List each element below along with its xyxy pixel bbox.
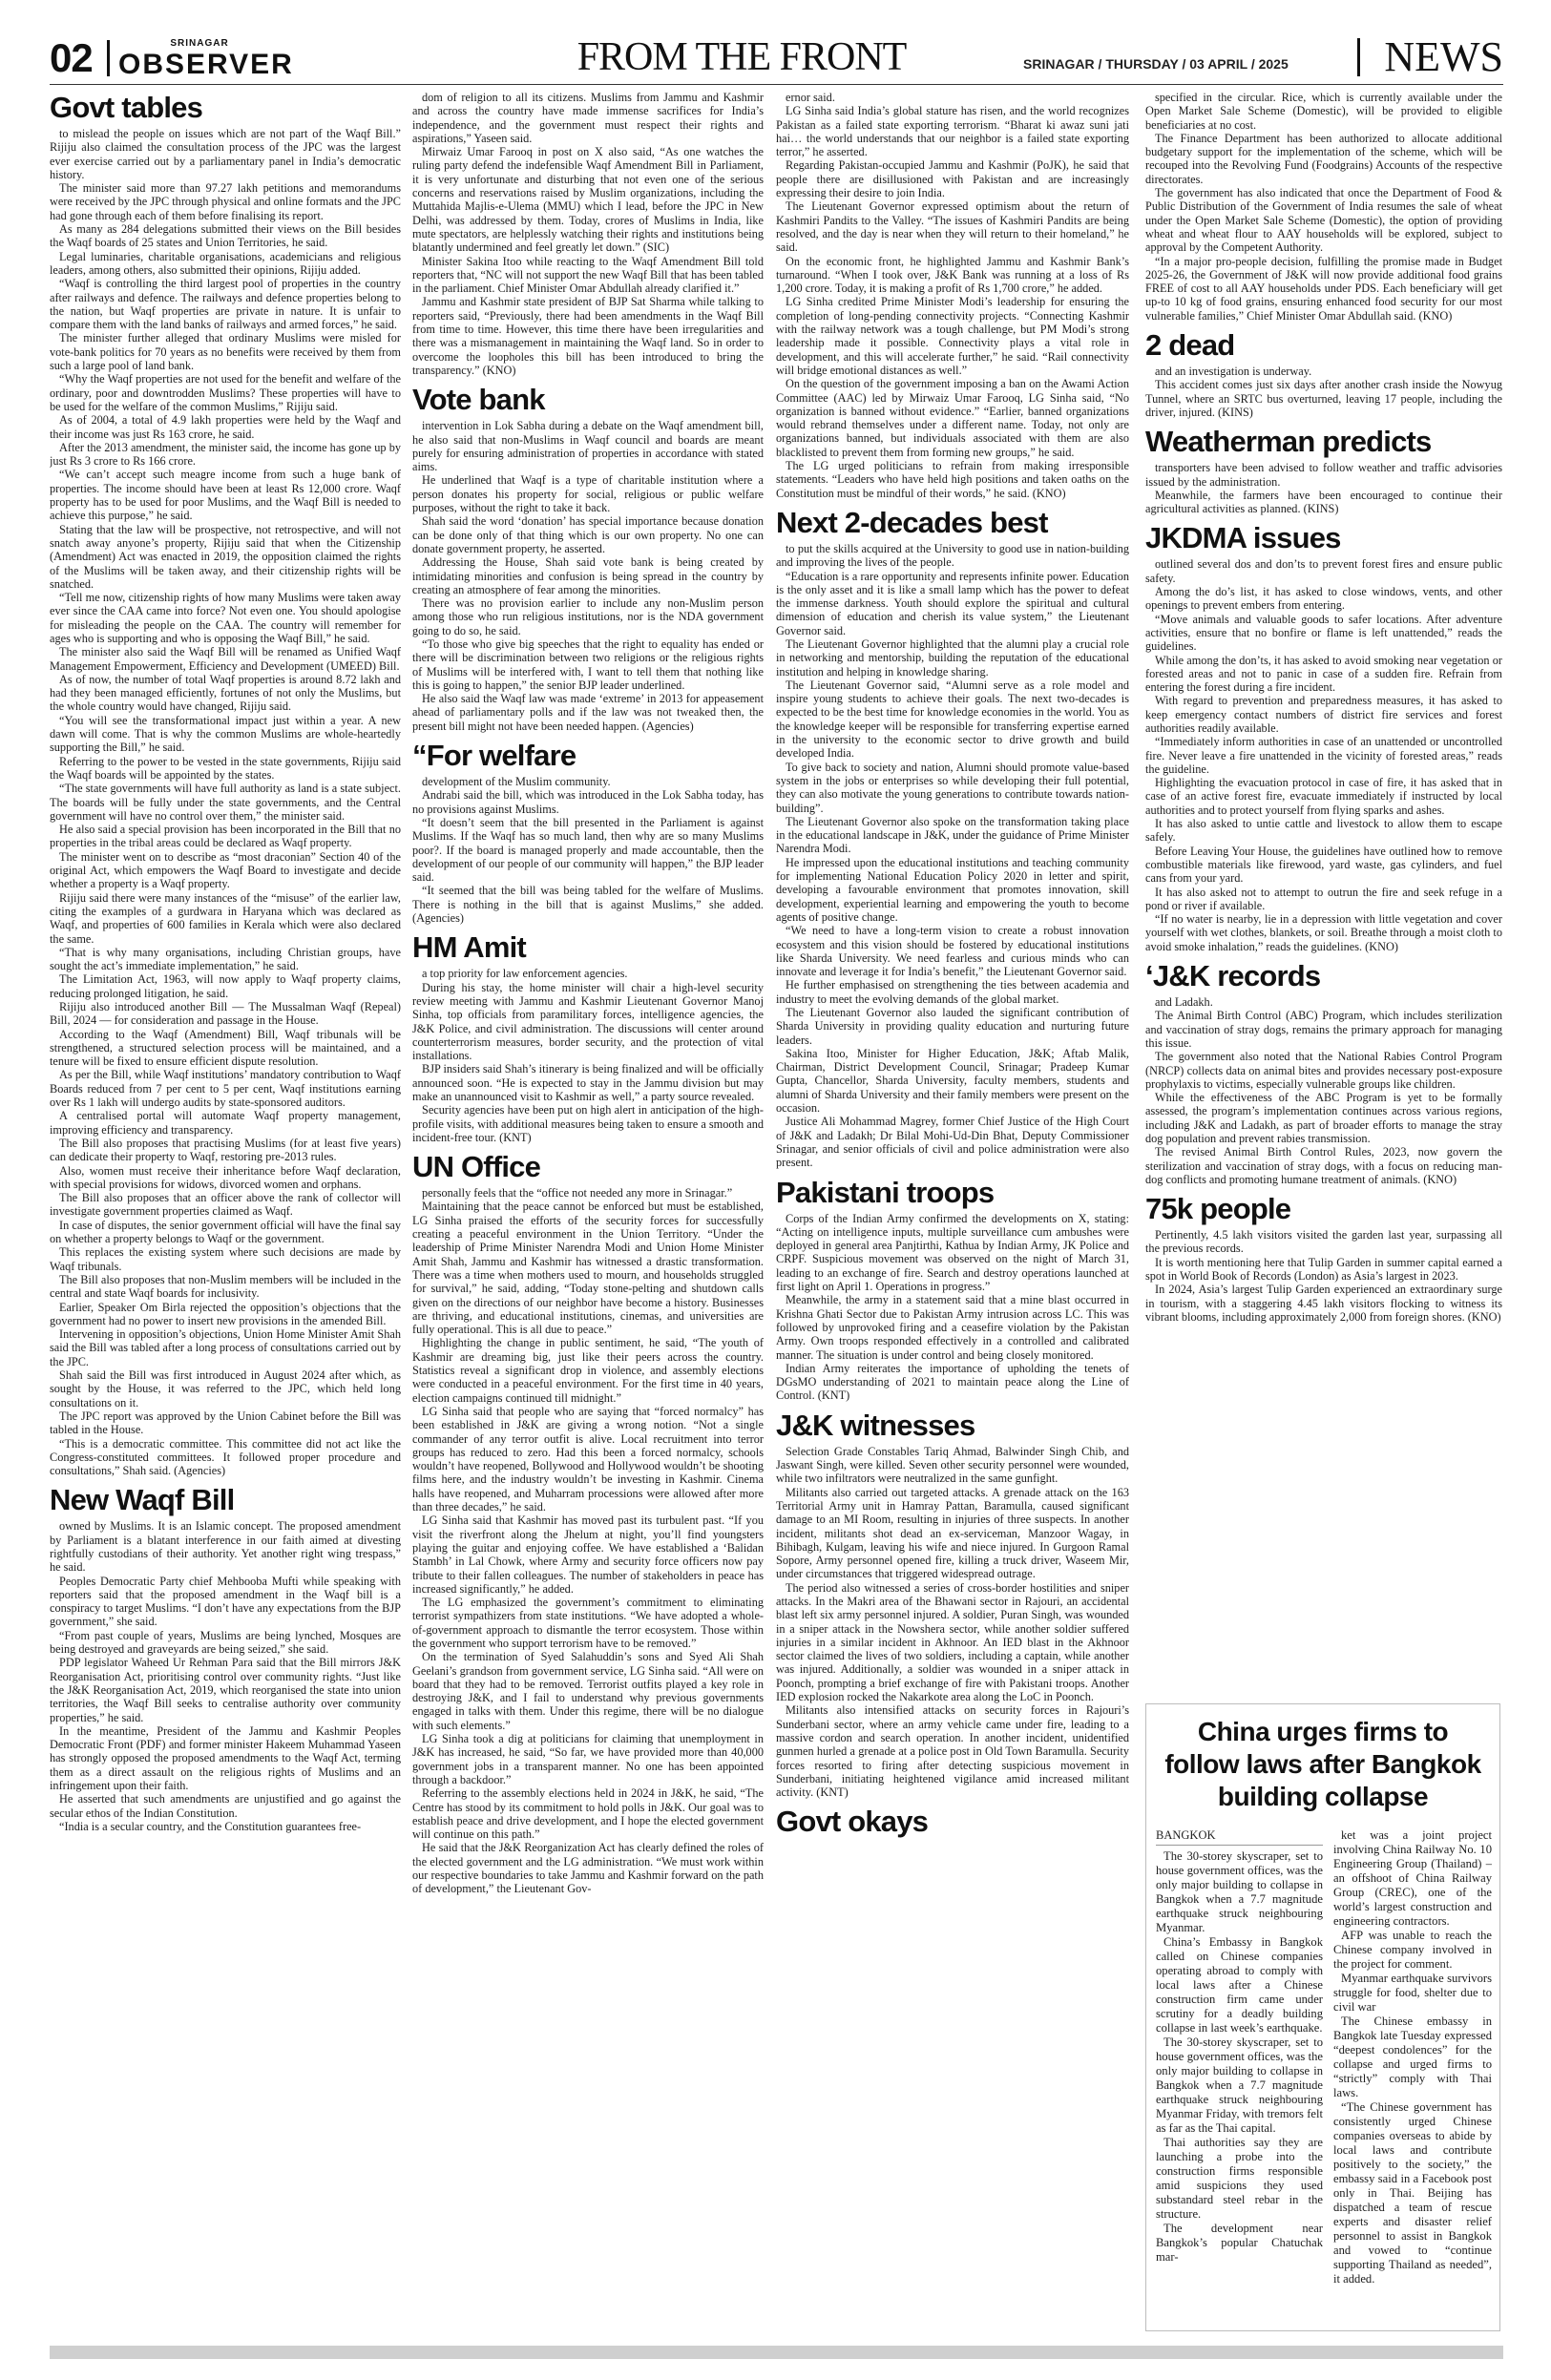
story-paragraph: He impressed upon the educational institutions and teaching community for implementing National Education Policy 2020 in letter and spirit, developing a favourable environment that promotes innovation, skill development, experiential learning and empowering the youth to become agents of positive change.	[776, 855, 1129, 924]
story-paragraph: Minister Sakina Itoo while reacting to the Waqf Amendment Bill told reporters that, “NC will not support the new Waqf Bill that has been tabled in the parliament. Chief Minister Omar Abdullah already clarified it.”	[412, 254, 764, 296]
story-headline: Weatherman predicts	[1145, 425, 1432, 459]
story-paragraph: Stating that the law will be prospective, not retrospective, and will not snatch away anyone’s property, Rijiju said that when the Citizenship (Amendment) Act was enacted in 2019, the opposition claimed the rights of the Muslims will be taken away, and their citizenship rights will be snatched.	[50, 522, 401, 591]
story-paragraph: The Finance Department has been authorized to allocate additional budgetary support for the implementation of the scheme, which will be recouped into the Revolving Fund (Foodgrains) Accounts of the respective directorates.	[1145, 131, 1502, 186]
boxed-story-paragraph: ket was a joint project involving China Railway No. 10 Engineering Group (Thailand) – an offshoot of China Railway Group (CREC), one of the world’s largest construction and engineering contractors.	[1333, 1828, 1492, 1928]
story-paragraph: On the termination of Syed Salahuddin’s sons and Syed Ali Shah Geelani’s grandson from government service, LG Sinha said. “All were on board that they had to be removed. Terrorist outfits played a key role in destroying J&K, and I fail to understand why previous governments engaged in talks with them. Under this regime, there will be no dialogue with such elements.”	[412, 1650, 764, 1732]
story-paragraph: dom of religion to all its citizens. Muslims from Jammu and Kashmir and across the country have made immense sacrifices for India’s independence, and the government must respect their rights and aspirations,” Yaseen said.	[412, 91, 764, 145]
boxed-story-paragraph: Thai authorities say they are launching a probe into the construction firms responsible amid suspicions they used substandard steel rebar in the structure.	[1156, 2136, 1323, 2221]
story-paragraph: He also said the Waqf law was made ‘extreme’ in 2013 for appeasement ahead of parliamentary polls and if the law was not tweaked then, the present bill might not have been needed happen. (Agencies)	[412, 692, 764, 733]
story-paragraph: a top priority for law enforcement agencies.	[422, 967, 628, 981]
story-paragraph: Justice Ali Mohammad Magrey, former Chief Justice of the High Court of J&K and Ladakh; Dr Bilal Mohi-Ud-Din Bhat, Deputy Commissioner Srinagar, and senior officials of civil and police administration were also present.	[776, 1115, 1129, 1170]
story-paragraph: The Animal Birth Control (ABC) Program, which includes sterilization and vaccination of stray dogs, remains the primary approach for managing this issue.	[1145, 1009, 1502, 1050]
story-paragraph: During his stay, the home minister will chair a high-level security review meeting with Jammu and Kashmir Lieutenant Governor Manoj Sinha, top officials from paramilitary forces, intelligence agencies, the J&K Police, and civil administration. The discussions will center around counterterrorism measures, border security, and the protection of vital installations.	[412, 980, 764, 1063]
story-paragraph: LG Sinha said that people who are saying that “forced normalcy” has been established in J&K are giving a wrong notion. “Not a single commander of any terror outfit is alive. Local recruitment into terror groups has reduced to zero. Had this been a forced normalcy, schools wouldn’t have reopened, Bollywood and Hollywood wouldn’t be shooting films here, and the industry wouldn’t be investing in Kashmir. Cinema halls have reopened, and Muharram processions were allowed after more than three decades,” he said.	[412, 1404, 764, 1514]
story-paragraph: The Bill also proposes that practising Muslims (for at least five years) can dedicate their property to Waqf, restoring pre-2013 rules.	[50, 1136, 401, 1164]
news-column-2	[412, 91, 764, 2333]
story-paragraph: He also said a special provision has been incorporated in the Bill that no properties in the tribal areas could be declared as Waqf property.	[50, 823, 401, 850]
story-paragraph: and Ladakh.	[1155, 995, 1213, 1010]
footer-bar	[50, 2346, 1503, 2359]
boxed-story-paragraph: The 30-storey skyscraper, set to house government offices, was the only major building to collapse in Bangkok when a 7.7 magnitude earthquake struck neighbouring Myanmar.	[1156, 1849, 1323, 1934]
story-paragraph: A centralised portal will automate Waqf property management, improving efficiency and transparency.	[50, 1109, 401, 1137]
story-paragraph: Earlier, Speaker Om Birla rejected the opposition’s objections that the government had no power to insert new provisions in the amended Bill.	[50, 1300, 401, 1327]
boxed-story-right-column	[1333, 1828, 1492, 2322]
header-rule	[50, 84, 1503, 85]
story-paragraph: LG Sinha took a dig at politicians for claiming that unemployment in J&K has increased, he said, “So far, we have provided more than 40,000 government jobs in a transparent manner. No one has been appointed through a backdoor.”	[412, 1732, 764, 1786]
story-paragraph: In 2024, Asia’s largest Tulip Garden experienced an extraordinary surge in tourism, with a staggering 4.45 lakh visitors flocking to witness its vibrant blooms, including approximately 2,000 from foreign shores. (KNO)	[1145, 1283, 1502, 1324]
story-paragraph: Rijiju said there were many instances of the “misuse” of the earlier law, citing the examples of a gurdwara in Haryana which was declared as Waqf, and properties of 600 families in Kerala which were also declared the same.	[50, 890, 401, 946]
story-paragraph: “In a major pro-people decision, fulfilling the promise made in Budget 2025-26, the Government of J&K will now provide additional food grains FREE of cost to all AAY households under PDS. Each beneficiary will get up-to 10 kg of food grains, ensuring enhanced food security for our most vulnerable families,” Chief Minister Omar Abdullah said. (KNO)	[1145, 254, 1502, 323]
story-paragraph: The LG urged politicians to refrain from making irresponsible statements. “Leaders who have held high positions and taken oaths on the Constitution must be mindful of their words,” he said. (KNO)	[776, 459, 1129, 500]
story-paragraph: The Bill also proposes that an officer above the rank of collector will investigate government properties claimed as Waqf.	[50, 1191, 401, 1219]
story-paragraph: Jammu and Kashmir state president of BJP Sat Sharma while talking to reporters said, “Previously, there had been amendments in the Waqf Bill from time to time. However, this time there have been irregularities and there was a mismanagement in maintaining the Waqf land. So in order to overcome the loopholes this bill has been introduced to bring the transparency.” (KNO)	[412, 295, 764, 377]
story-headline: Govt okays	[776, 1805, 929, 1839]
story-paragraph: He further emphasised on strengthening the ties between academia and industry to meet the evolving demands of the global market.	[776, 978, 1129, 1006]
story-paragraph: According to the Waqf (Amendment) Bill, Waqf tribunals will be strengthened, a structured selection process will be maintained, and a tenure will be fixed to ensure efficient dispute resolution.	[50, 1027, 401, 1069]
story-paragraph: The LG emphasized the government’s commitment to eliminating terrorist sympathizers from state institutions. “We have adopted a whole-of-government approach to dismantle the terror ecosystem. Those within the government who support terrorism have to be removed.”	[412, 1596, 764, 1650]
story-paragraph: “We need to have a long-term vision to create a robust innovation ecosystem and this vision should be fostered by educational institutions like Sharda University. We need fearless and curious minds who can innovate and leverage it for India’s benefit,” the Lieutenant Governor said.	[776, 924, 1129, 979]
story-paragraph: LG Sinha said that Kashmir has moved past its turbulent past. “If you visit the riverfront along the Jhelum at night, you’ll find youngsters playing the guitar and enjoying coffee. We have established a ‘Balidan Stambh’ in Lal Chowk, where Army and security force officers now pay tribute to their fallen colleagues. The number of stakeholders in peace has increased significantly,” he added.	[412, 1514, 764, 1596]
story-paragraph: Shah said the word ‘donation’ has special importance because donation can be done only of that thing which is our own property. No one can donate government property, he asserted.	[412, 514, 764, 555]
story-paragraph: On the economic front, he highlighted Jammu and Kashmir Bank’s turnaround. “When I took over, J&K Bank was running at a loss of Rs 1,200 crore. Today, it is making a profit of Rs 1,700 crore,” he added.	[776, 254, 1129, 296]
story-paragraph: “You will see the transformational impact just within a year. A new dawn will come. That is why the common Muslims are whole-heartedly supporting the Bill,” he said.	[50, 713, 401, 755]
story-paragraph: Maintaining that the peace cannot be enforced but must be established, LG Sinha praised the efforts of the security forces for successfully creating a peaceful environment in the Union Territory. “Under the leadership of Prime Minister Narendra Modi and Union Home Minister Amit Shah, Jammu and Kashmir has witnessed a drastic transformation. There was a time when mothers used to mourn, and households struggled for survival,” he said, adding, “Today stone-pelting and shutdown calls given on the directions of our neighbor have become a history. Businesses are thriving, and educational institutions, cinemas, and universities are fully operational. This is all due to peace.”	[412, 1200, 764, 1337]
story-paragraph: Militants also intensified attacks on security forces in Rajouri’s Sunderbani sector, where an army vehicle came under fire, leading to a massive cordon and search operation. In another incident, unidentified gunmen hurled a grenade at a police post in Old Town Baramulla. Security forces resorted to firing after detecting suspicious movement in Sunderbani, initiating heightened vigilance amid increased militant activity. (KNT)	[776, 1703, 1129, 1800]
story-paragraph: Intervening in opposition’s objections, Union Home Minister Amit Shah said the Bill was tabled after a long process of consultations carried out by the JPC.	[50, 1327, 401, 1368]
story-paragraph: BJP insiders said Shah’s itinerary is being finalized and will be officially announced soon. “He is expected to stay in the Jammu division but may make an unannounced visit to Kashmir as well,” a party source revealed.	[412, 1062, 764, 1103]
boxed-story-left-column	[1156, 1849, 1323, 2322]
story-paragraph: The minister said more than 97.27 lakh petitions and memorandums were received by the JPC through physical and online formats and the JPC had gone through each of them before finalising its report.	[50, 181, 401, 222]
story-paragraph: transporters have been advised to follow weather and traffic advisories issued by the administration.	[1145, 461, 1502, 489]
story-paragraph: The revised Animal Birth Control Rules, 2023, now govern the sterilization and vaccination of stray dogs, with a focus on reducing man-dog conflicts and promoting humane treatment of animals. (KNO)	[1145, 1145, 1502, 1186]
story-paragraph: specified in the circular. Rice, which is currently available under the Open Market Sale Scheme (Domestic), will be provided to eligible beneficiaries at no cost.	[1145, 91, 1502, 132]
story-paragraph: Referring to the assembly elections held in 2024 in J&K, he said, “The Centre has stood by its commitment to hold polls in J&K. Our goal was to establish peace and drive development, and I hope the elected government will continue on this path.”	[412, 1786, 764, 1842]
story-paragraph: It has also asked not to attempt to outrun the fire and seek refuge in a pond or river if available.	[1145, 885, 1502, 912]
story-paragraph: It has also asked to untie cattle and livestock to allow them to escape safely.	[1145, 817, 1502, 845]
story-paragraph: outlined several dos and don’ts to prevent forest fires and ensure public safety.	[1145, 557, 1502, 585]
story-paragraph: As of now, the number of total Waqf properties is around 8.72 lakh and had they been managed efficiently, fortunes of not only the Muslims, but the whole country would have changed, Rijiju said.	[50, 672, 401, 714]
story-paragraph: Militants also carried out targeted attacks. A grenade attack on the 163 Territorial Army unit in Hamray Pattan, Baramulla, caused significant damage to an MI Room, resulting in injuries of three suspects. In another incident, militants shot dead an ex-serviceman, Manzoor Wagay, in Bihibagh, Kulgam, leaving his wife and niece injured. In Gurgoon Ramal Sopore, Army personnel opened fire, killing a truck driver, Waseem Mir, under circumstances that triggered widespread outrage.	[776, 1485, 1129, 1581]
story-paragraph: Highlighting the evacuation protocol in case of fire, it has asked that in case of an active forest fire, evacuate immediately if instructed by local authorities and to protect yourself from flying sparks and ashes.	[1145, 776, 1502, 817]
story-paragraph: LG Sinha credited Prime Minister Modi’s leadership for ensuring the completion of long-pending connectivity projects. “Connecting Kashmir with the railway network was a tough challenge, but PM Modi’s strong leadership made it possible. Connectivity plays a vital role in development, and this will accelerate further,” he said. “Rail connectivity will bridge emotional distances as well.”	[776, 295, 1129, 377]
boxed-story-paragraph: AFP was unable to reach the Chinese company involved in the project for comment.	[1333, 1929, 1492, 1971]
story-paragraph: While the effectiveness of the ABC Program is yet to be formally assessed, the program’s implementation continues across various regions, including J&K and Ladakh, as part of broader efforts to manage the stray dog population and prevent rabies transmission.	[1145, 1091, 1502, 1145]
story-paragraph: “Tell me now, citizenship rights of how many Muslims were taken away ever since the CAA came into force? Not even one. You should apologise for misleading the people on the CAA. The country will remember for ages who is supporting and who is opposing the Waqf Bill,” he said.	[50, 591, 401, 645]
story-paragraph: “The state governments will have full authority as land is a state subject. The boards will be fully under the state governments, and the Central government will have no control over them,” the minister said.	[50, 782, 401, 823]
boxed-story	[1145, 1703, 1500, 2331]
story-paragraph: “We can’t accept such meagre income from such a huge bank of properties. The income should have been at least Rs 12,000 crore. Waqf property has to be used for poor Muslims, and the Waqf Bill is needed to achieve this purpose,” he said.	[50, 468, 401, 523]
story-headline: UN Office	[412, 1150, 541, 1184]
story-paragraph: While among the don’ts, it has asked to avoid smoking near vegetation or forested areas and not to panic in case of a sudden fire. Refrain from entering the forest during a fire incident.	[1145, 653, 1502, 695]
story-paragraph: As many as 284 delegations submitted their views on the Bill besides the Waqf boards of 25 states and Union Territories, he said.	[50, 222, 401, 250]
story-paragraph: “Why the Waqf properties are not used for the benefit and welfare of the ordinary, poor and downtrodden Muslims? These properties will have to be used for the welfare of the common Muslims,” Rijiju said.	[50, 372, 401, 413]
story-paragraph: “Move animals and valuable goods to safer locations. After adventure activities, ensure that no bonfire or flame is left unattended,” reads the guidelines.	[1145, 612, 1502, 654]
story-paragraph: It is worth mentioning here that Tulip Garden in summer capital earned a spot in World Book of Records (London) as Asia’s largest in 2023.	[1145, 1255, 1502, 1284]
story-paragraph: The Bill also proposes that non-Muslim members will be included in the central and state Waqf boards for inclusivity.	[50, 1272, 401, 1301]
section-label: NEWS	[1384, 33, 1503, 80]
story-paragraph: ernor said.	[786, 91, 835, 104]
story-paragraph: “It seemed that the bill was being tabled for the welfare of Muslims. There is nothing in the bill that is against Muslims,” she added. (Agencies)	[412, 884, 764, 926]
story-paragraph: He asserted that such amendments are unjustified and go against the secular ethos of the Indian Constitution.	[50, 1792, 401, 1820]
story-paragraph: “Education is a rare opportunity and represents infinite power. Education is the only asset and it is like a small lamp which has the power to defeat the immense darkness. Youth should explore the spiritual and cultural dimension of education and cherish its value system,” the Lieutenant Governor said.	[776, 569, 1129, 637]
boxed-story-dateline: BANGKOK	[1156, 1828, 1323, 1846]
story-paragraph: Meanwhile, the army in a statement said that a mine blast occurred in Krishna Ghati Sector due to Pakistan Army intrusion across LC. This was followed by unprovoked firing and a ceasefire violation by the Pakistan Army. Own troops responded effectively in a controlled and calibrated manner. The situation is under control and being closely monitored.	[776, 1293, 1129, 1362]
boxed-story-paragraph: China’s Embassy in Bangkok called on Chinese companies operating abroad to comply with local laws after a Chinese construction firm came under scrutiny for a deadly building collapse in last week’s earthquake.	[1156, 1935, 1323, 2035]
story-headline: JKDMA issues	[1145, 521, 1341, 555]
story-paragraph: Shah said the Bill was first introduced in August 2024 after which, as sought by the House, it was referred to the JPC, which held long consultations on it.	[50, 1368, 401, 1409]
story-paragraph: “India is a secular country, and the Constitution guarantees free-	[59, 1819, 362, 1833]
story-paragraph: Meanwhile, the farmers have been encouraged to continue their agricultural activities as planned. (KINS)	[1145, 488, 1502, 516]
story-headline: Vote bank	[412, 383, 545, 417]
story-headline: Pakistani troops	[776, 1175, 995, 1209]
story-paragraph: The Lieutenant Governor said, “Alumni serve as a role model and inspire young students to achieve their goals. The next two-decades is expected to be the best time for knowledge economies in the world. You as the knowledge keeper will be responsible for transferring expertise earned in the university to the economic sector to drive growth and build developed India.	[776, 678, 1129, 761]
story-headline: “For welfare	[412, 739, 576, 773]
story-paragraph: Selection Grade Constables Tariq Ahmad, Balwinder Singh Chib, and Jaswant Singh, were killed. Seven other security personnel were wounded, while two infiltrators were neutralized in the same gunfight.	[776, 1444, 1129, 1486]
story-paragraph: The minister further alleged that ordinary Muslims were misled for vote-bank politics for 70 years as no benefits were received by them from such a large pool of land bank.	[50, 331, 401, 373]
story-headline: 2 dead	[1145, 328, 1235, 363]
section-divider	[1357, 38, 1360, 76]
story-paragraph: There was no provision earlier to include any non-Muslim person among those who run religious institutions, nor is the NDA government going to do so, he said.	[412, 596, 764, 637]
story-paragraph: The government also noted that the National Rabies Control Program (NRCP) collects data on animal bites and provides necessary post-exposure prophylaxis to victims, especially vulnerable groups like children.	[1145, 1050, 1502, 1091]
story-paragraph: This accident comes just six days after another crash inside the Nowyug Tunnel, where an SRTC bus overturned, leaving 17 people, including the driver, injured. (KINS)	[1145, 378, 1502, 419]
story-paragraph: owned by Muslims. It is an Islamic concept. The proposed amendment by Parliament is a blatant interference in our faith aimed at divesting rightfully custodians of their authority. Yet another right wing trespass,” he said.	[50, 1519, 401, 1575]
story-paragraph: The Lieutenant Governor highlighted that the alumni play a crucial role in networking and mentorship, building the reputation of the educational institution and helping in knowledge sharing.	[776, 637, 1129, 679]
story-paragraph: development of the Muslim community.	[422, 775, 611, 789]
boxed-story-paragraph: The Chinese embassy in Bangkok late Tuesday expressed “deepest condolences” for the collapse and urged firms to “strictly” comply with Thai laws.	[1333, 2015, 1492, 2099]
story-paragraph: This replaces the existing system where such decisions are made by Waqf tribunals.	[50, 1245, 401, 1273]
story-paragraph: The minister went on to describe as “most draconian” Section 40 of the original Act, which empowers the Waqf Board to investigate and decide whether a property is a Waqf property.	[50, 849, 401, 891]
story-paragraph: “It doesn’t seem that the bill presented in the Parliament is against Muslims. If the Waqf has so much land, then why are so many Muslims poor?. If the board is managed properly and made accountable, then the development of our people of our community will happen,” the BJP leader said.	[412, 815, 764, 885]
story-paragraph: PDP legislator Waheed Ur Rehman Para said that the Bill mirrors J&K Reorganisation Act, prioritising control over community rights. “Just like the J&K Reorganisation Act, 2019, which reorganised the state into union territories, the Waqf Bill seeks to centralise authority over community properties,” he said.	[50, 1656, 401, 1724]
story-paragraph: The JPC report was approved by the Union Cabinet before the Bill was tabled in the House.	[50, 1409, 401, 1437]
story-paragraph: Sakina Itoo, Minister for Higher Education, J&K; Aftab Malik, Chairman, District Development Council, Srinagar; Pradeep Kumar Gupta, Chancellor, Sharda University, faculty members, students and alumni of Sharda University and their family members were present on the occasion.	[776, 1046, 1129, 1116]
section-title: FROM THE FRONT	[576, 35, 907, 79]
boxed-story-paragraph: Myanmar earthquake survivors struggle for food, shelter due to civil war	[1333, 1972, 1492, 2014]
story-paragraph: Addressing the House, Shah said vote bank is being created by intimidating minorities and confusion is being spread in the country by creating an atmosphere of fear among the minorities.	[412, 555, 764, 596]
masthead	[50, 34, 1503, 82]
news-column-3	[776, 91, 1129, 2333]
story-paragraph: “That is why many organisations, including Christian groups, have sought the act’s immediate implementation,” he said.	[50, 945, 401, 973]
story-headline: 75k people	[1145, 1192, 1291, 1226]
boxed-story-paragraph: “The Chinese government has consistently urged Chinese companies overseas to abide by local laws and contribute positively to the society,” the embassy said in a Facebook post only in Thai. Beijing has dispatched a team of rescue experts and disaster relief personnel to assist in Bangkok and vowed to “continue supporting Thailand as needed”, it added.	[1333, 2100, 1492, 2286]
story-paragraph: As of 2004, a total of 4.9 lakh properties were held by the Waqf and their income was just Rs 163 crore, he said.	[50, 413, 401, 441]
story-paragraph: Andrabi said the bill, which was introduced in the Lok Sabha today, has no provisions against Muslims.	[412, 788, 764, 816]
story-paragraph: The Lieutenant Governor expressed optimism about the return of Kashmiri Pandits to the Valley. “The issues of Kashmiri Pandits are being resolved, and the day is near when they will return to their homeland,” he said.	[776, 199, 1129, 255]
boxed-story-paragraph: The development near Bangkok’s popular Chatuchak mar-	[1156, 2222, 1323, 2264]
story-paragraph: Corps of the Indian Army confirmed the developments on X, stating: “Acting on intelligence inputs, multiple surveillance cum ambushes were deployed in general area Panjtirthi, Kathua by Indian Army, JK Police and CRPF. Suspicious movement was observed on the night of March 31, leading to an exchange of fire. Search and destroy operations launched at first light on April 1. Operations in progress.”	[776, 1211, 1129, 1294]
story-paragraph: Regarding Pakistan-occupied Jammu and Kashmir (PoJK), he said that people there are disillusioned with Pakistan and are increasingly expressing their desire to join India.	[776, 158, 1129, 200]
story-paragraph: to mislead the people on issues which are not part of the Waqf Bill.” Rijiju also claimed the consultation process of the JPC was the largest ever exercise carried out by a parliamentary panel in India’s democratic history.	[50, 127, 401, 181]
story-paragraph: He underlined that Waqf is a type of charitable institution where a person donates his property for social, religious or public welfare purposes, without the right to take it back.	[412, 473, 764, 515]
story-paragraph: The government has also indicated that once the Department of Food & Public Distribution of the Government of India resumes the sale of wheat under the Open Market Sale Scheme (Domestic), the option of providing wheat and wheat flour to AAY households will be explored, subject to approval by the Competent Authority.	[1145, 186, 1502, 255]
story-paragraph: “This is a democratic committee. This committee did not act like the Congress-constituted committees. It followed proper procedure and consultations,” Shah said. (Agencies)	[50, 1436, 401, 1478]
story-headline: ‘J&K records	[1145, 959, 1321, 993]
story-paragraph: Security agencies have been put on high alert in anticipation of the high-profile visits, with additional measures being taken to ensure a smooth and incident-free tour. (KNT)	[412, 1103, 764, 1144]
story-paragraph: The Lieutenant Governor also lauded the significant contribution of Sharda University in providing quality education and nurturing future leaders.	[776, 1006, 1129, 1047]
story-headline: Govt tables	[50, 91, 203, 124]
story-paragraph: Pertinently, 4.5 lakh visitors visited the garden last year, surpassing all the previous records.	[1145, 1228, 1502, 1256]
masthead-divider	[107, 40, 110, 76]
story-paragraph: In the meantime, President of the Jammu and Kashmir Peoples Democratic Front (PDF) and former minister Hakeem Muhammad Yaseen has strongly opposed the proposed amendments to the Waqf Act, terming them as a direct assault on the religious rights of Muslims and an infringement upon their faith.	[50, 1723, 401, 1793]
story-paragraph: Before Leaving Your House, the guidelines have outlined how to remove combustible materials like firewood, yard waste, gas cylinders, and fuel cans from your yard.	[1145, 844, 1502, 886]
story-paragraph: The Limitation Act, 1963, will now apply to Waqf property claims, reducing prolonged litigation, he said.	[50, 972, 401, 1000]
story-paragraph: to put the skills acquired at the University to good use in nation-building and improving the lives of the people.	[776, 541, 1129, 570]
story-paragraph: In case of disputes, the senior government official will have the final say on whether a property belongs to Waqf or the government.	[50, 1218, 401, 1246]
story-paragraph: Also, women must receive their inheritance before Waqf declaration, with special provisions for widows, divorced women and orphans.	[50, 1163, 401, 1191]
story-paragraph: After the 2013 amendment, the minister said, the income has gone up by just Rs 3 crore to Rs 166 crore.	[50, 440, 401, 469]
story-paragraph: intervention in Lok Sabha during a debate on the Waqf amendment bill, he also said that non-Muslims in Waqf council and boards are meant purely for ensuring administration of properties in accordance with stated aims.	[412, 419, 764, 474]
story-headline: Next 2-decades best	[776, 505, 1048, 539]
story-paragraph: “Immediately inform authorities in case of an unattended or uncontrolled fire. Never leave a fire unattended in the vicinity of forested areas,” reads the guideline.	[1145, 735, 1502, 776]
story-paragraph: With regard to prevention and preparedness measures, it has asked to keep emergency contact numbers of district fire services and forest authorities readily available.	[1145, 694, 1502, 735]
story-paragraph: Indian Army reiterates the importance of upholding the tenets of DGsMO understanding of 2021 to maintain peace along the Line of Control. (KNT)	[776, 1361, 1129, 1403]
news-column-4	[1145, 91, 1502, 1694]
boxed-story-paragraph: The 30-storey skyscraper, set to house government offices, was the only major building to collapse in Bangkok when a 7.7 magnitude earthquake struck neighbouring Myanmar Friday, with tremors felt as far as the Thai capital.	[1156, 2036, 1323, 2135]
story-paragraph: “To those who give big speeches that the right to equality has ended or there will be discrimination between two religions or the religious rights of Muslims will be interfered with, I want to tell them that nothing like this is going to happen,” the senior BJP leader underlined.	[412, 637, 764, 692]
story-paragraph: “From past couple of years, Muslims are being lynched, Mosques are being destroyed and graveyards are being seized,” she said.	[50, 1628, 401, 1657]
story-paragraph: Highlighting the change in public sentiment, he said, “The youth of Kashmir are dreaming big, just like their peers across the country. Statistics reveal a significant drop in violence, and assembly elections were conducted in a peaceful environment. For the first time in 40 years, election campaigns continued till midnight.”	[412, 1336, 764, 1405]
page-number: 02	[50, 35, 93, 80]
story-paragraph: On the question of the government imposing a ban on the Awami Action Committee (AAC) led by Mirwaiz Umar Farooq, LG Sinha said, “No organization is banned without evidence.” “Earlier, banned organizations would rebrand themselves under a different name. Today, not only are organizations banned, but individuals associated with them are also blacklisted to prevent them from forming new groups,” he said.	[776, 377, 1129, 459]
story-paragraph: and an investigation is underway.	[1155, 365, 1312, 379]
masthead-name: OBSERVER	[118, 49, 294, 80]
story-paragraph: As per the Bill, while Waqf institutions’ mandatory contribution to Waqf Boards reduced from 7 per cent to 5 per cent, Waqf institutions earning over Rs 1 lakh will undergo audits by state-sponsored auditors.	[50, 1068, 401, 1110]
story-paragraph: personally feels that the “office not needed any more in Srinagar.”	[422, 1186, 733, 1200]
story-paragraph: To give back to society and nation, Alumni should promote value-based system in the jobs or enterprises so while developing their full potential, they can also motivate the young generations to contribute towards nation-building”.	[776, 760, 1129, 815]
story-paragraph: Legal luminaries, charitable organisations, academicians and religious leaders, among others, also submitted their opinions, Rijiju added.	[50, 249, 401, 277]
story-paragraph: The period also witnessed a series of cross-border hostilities and sniper attacks. In the Makri area of the Bhawani sector in Rajouri, an accidental blast left six army personnel injured. A soldier, Puran Singh, was wounded in a sniper attack in the Nowshera sector, while another soldier suffered injuries in a similar incident in Akhnoor. An IED blast in the Akhnoor sector claimed the lives of two soldiers, including a captain, while another was injured. Additionally, a soldier was wounded in a sniper attack in Poonch, prompting a brief exchange of fire with Pakistani troops. Another IED explosion rocked the Nakarkote area along the LoC in Poonch.	[776, 1580, 1129, 1704]
news-column-1	[50, 91, 401, 2333]
story-headline: J&K witnesses	[776, 1408, 975, 1442]
story-paragraph: Mirwaiz Umar Farooq in post on X also said, “As one watches the ruling party defend the indefensible Waqf Amendment Bill in Parliament, it is very unfortunate and disturbing that not even one of the serious concerns and reservations raised by Muslim organizations, including the Muttahida Majlis-e-Ulema (MMU) which I lead, before the JPC in New Delhi, was addressed by them. Today, crores of Muslims in India, like mute spectators, are helplessly watching their rights and institutions being blatantly undermined and feel greatly let down.” (SIC)	[412, 145, 764, 255]
boxed-story-headline: China urges firms to follow laws after Bangkok building collapse	[1164, 1717, 1481, 1811]
masthead-city: SRINAGAR	[170, 38, 229, 49]
story-headline: HM Amit	[412, 930, 526, 965]
story-paragraph: Rijiju also introduced another Bill — The Mussalman Waqf (Repeal) Bill, 2024 — for consideration and passage in the House.	[50, 1000, 401, 1028]
story-headline: New Waqf Bill	[50, 1483, 235, 1517]
story-paragraph: Among the do’s list, it has asked to close windows, vents, and other openings to prevent embers from entering.	[1145, 585, 1502, 613]
story-paragraph: The Lieutenant Governor also spoke on the transformation taking place in the educational landscape in J&K, under the guidance of Prime Minister Narendra Modi.	[776, 814, 1129, 856]
issue-dateline: SRINAGAR / THURSDAY / 03 APRIL / 2025	[1023, 56, 1289, 72]
story-paragraph: “Waqf is controlling the third largest pool of properties in the country after railways and defence. The railways and defence properties belong to the nation, but Waqf properties are private in nature. It is unfair to compare them with the land banks of railways and armed forces,” he said.	[50, 277, 401, 332]
story-paragraph: He said that the J&K Reorganization Act has clearly defined the roles of the elected government and the LG administration. “We must work within our respective boundaries to take Jammu and Kashmir forward on the path of development,” the Lieutenant Gov-	[412, 1841, 764, 1896]
story-paragraph: The minister also said the Waqf Bill will be renamed as Unified Waqf Management Empowerment, Efficiency and Development (UMEED) Bill.	[50, 645, 401, 673]
story-paragraph: LG Sinha said India’s global stature has risen, and the world recognizes Pakistan as a failed state exporting terrorism. “Bharat ki awaz suni jati hai… the world understands that our neighbor is a failed state exporting terror,” he asserted.	[776, 104, 1129, 159]
story-paragraph: “If no water is nearby, lie in a depression with little vegetation and cover yourself with wet clothes, blankets, or soil. Breathe through a moist cloth to avoid smoke inhalation,” reads the guidelines. (KNO)	[1145, 912, 1502, 953]
story-paragraph: Referring to the power to be vested in the state governments, Rijiju said the Waqf boards will be appointed by the states.	[50, 754, 401, 782]
story-paragraph: Peoples Democratic Party chief Mehbooba Mufti while speaking with reporters said that the proposed amendment in the Waqf bill is a conspiracy to target Muslims. “I don’t have any expectations from the BJP government,” she said.	[50, 1574, 401, 1629]
